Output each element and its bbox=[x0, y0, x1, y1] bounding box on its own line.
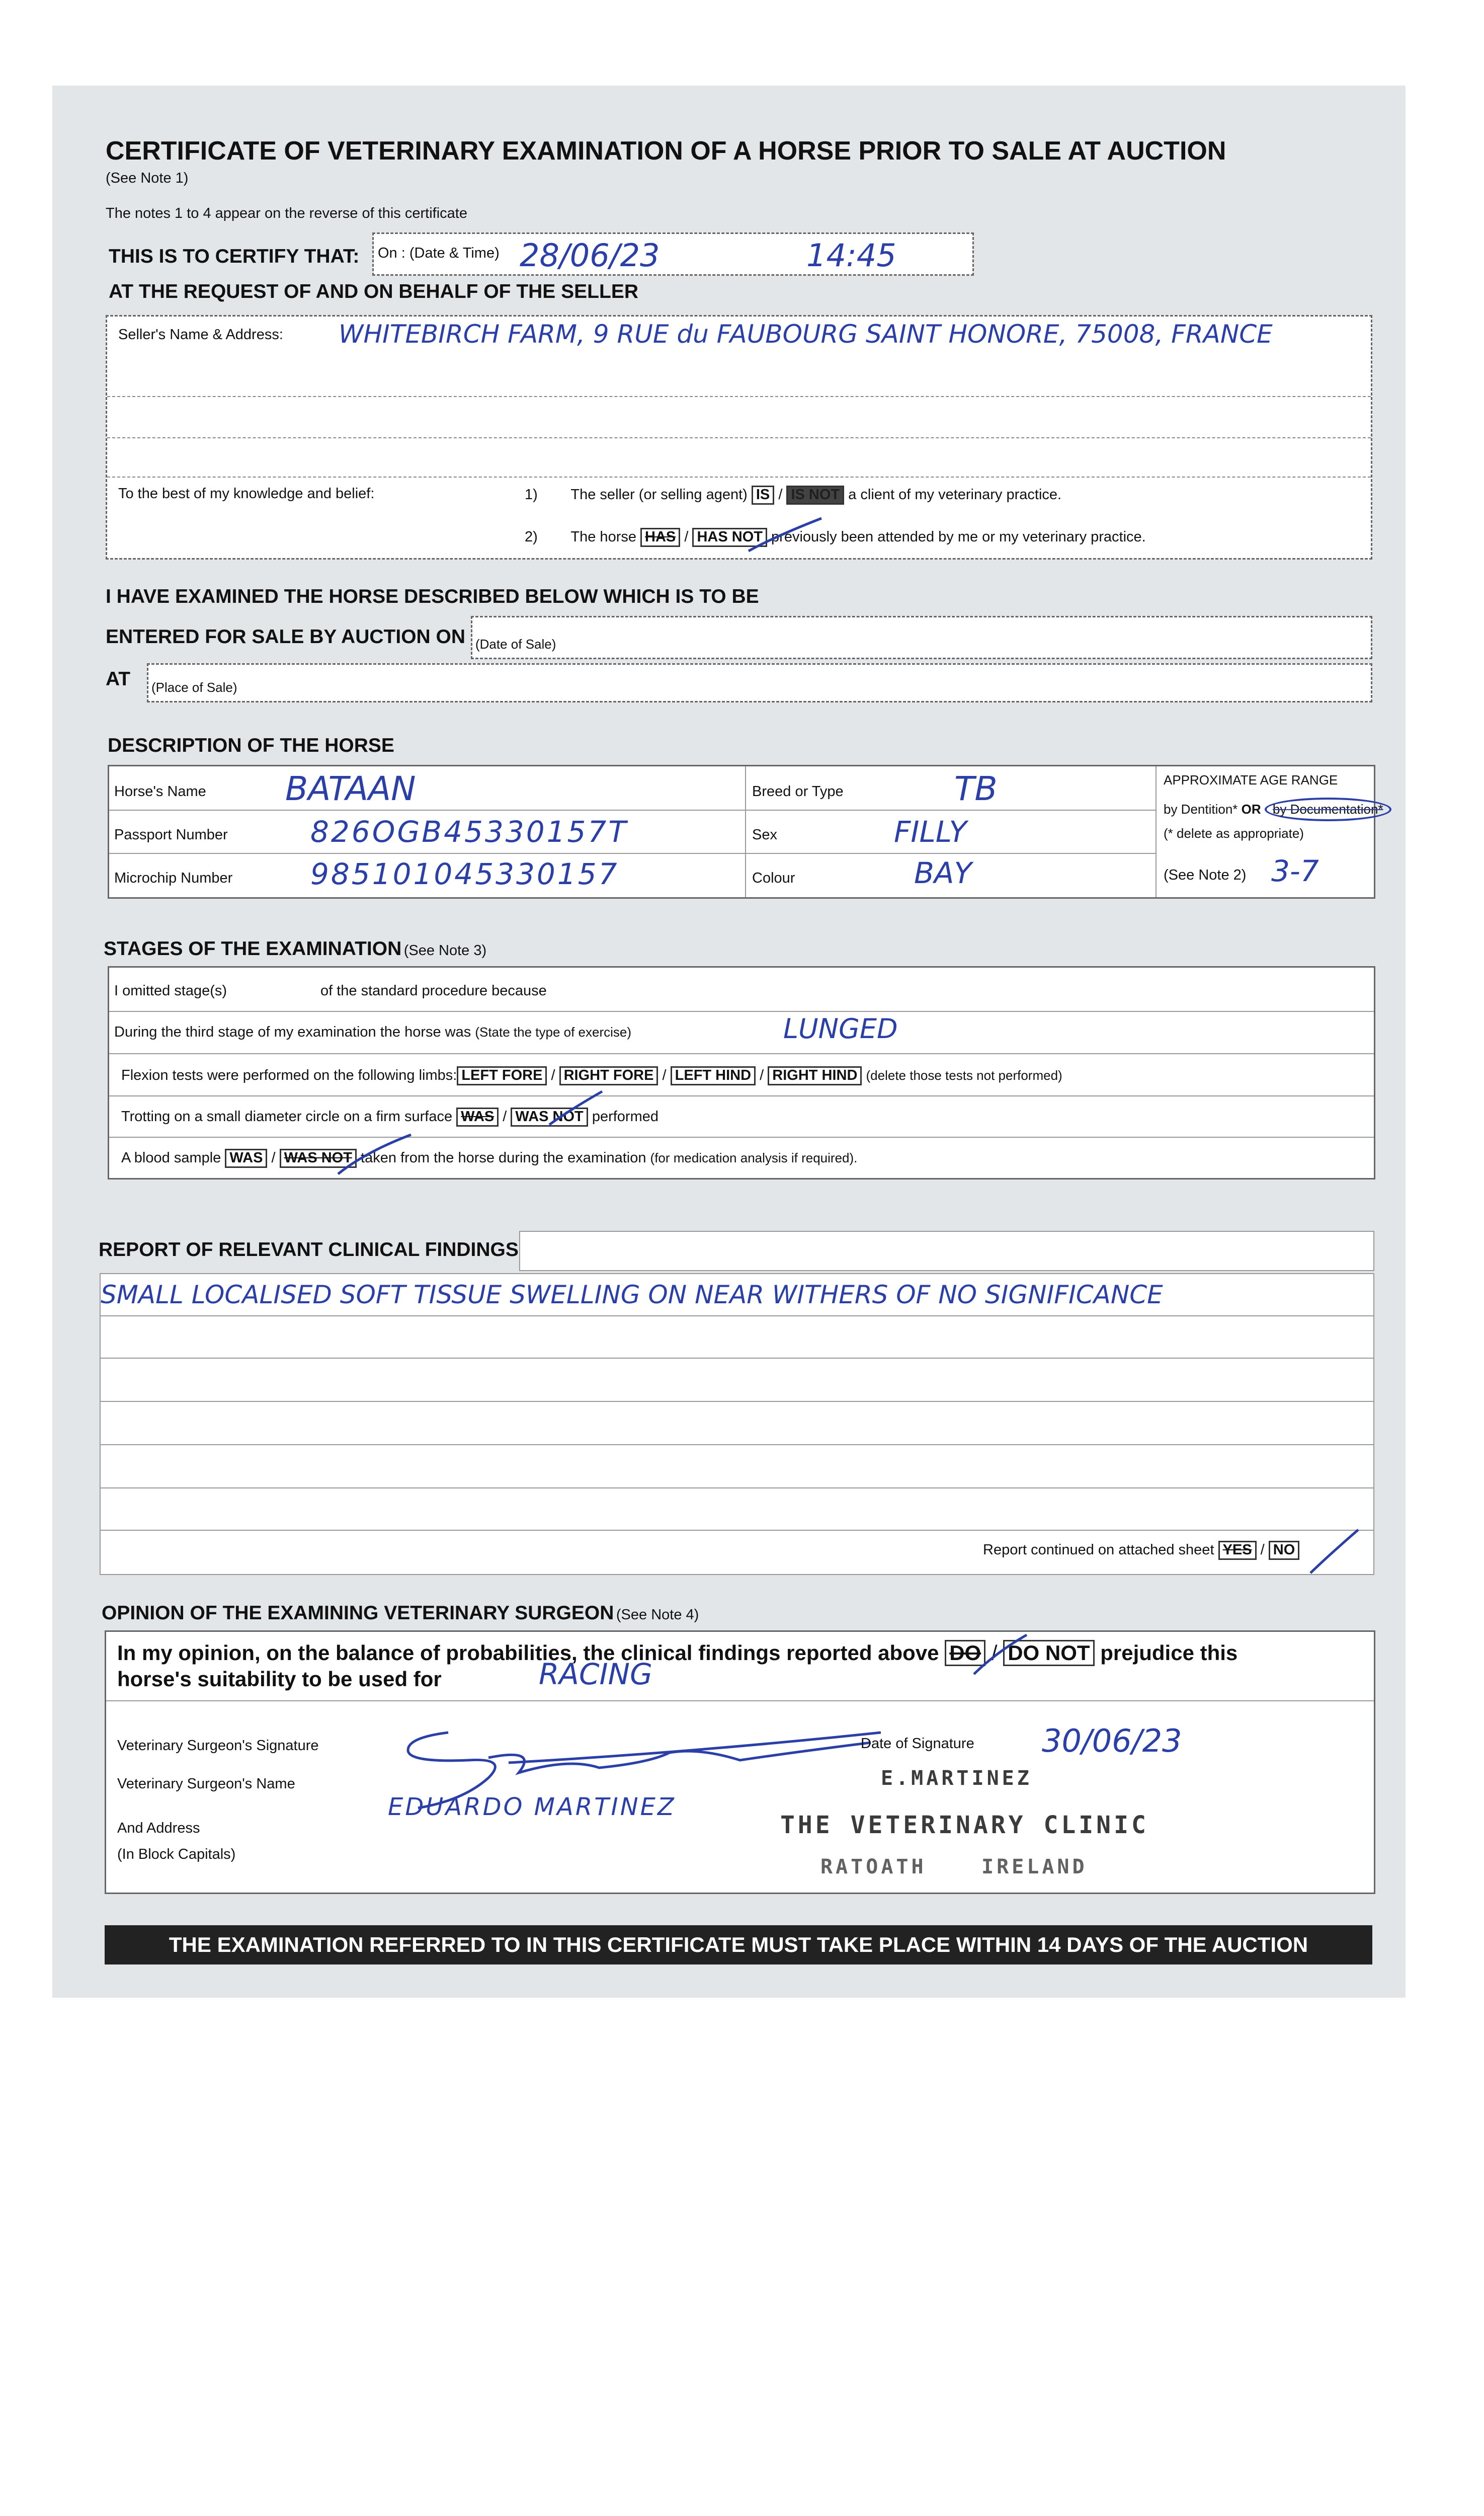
left-hind-option[interactable]: LEFT HIND bbox=[671, 1066, 756, 1085]
statement-number: 1) bbox=[525, 487, 538, 503]
flexion-note: (delete those tests not performed) bbox=[866, 1068, 1062, 1083]
report-continued-line bbox=[983, 1541, 1299, 1560]
statement-rest: previously been attended by me or my veterinary practice. bbox=[771, 529, 1146, 545]
statement-number: 2) bbox=[525, 529, 538, 545]
at-label: AT bbox=[106, 668, 131, 690]
sex-value: FILLY bbox=[894, 815, 967, 849]
or-label: OR bbox=[1241, 802, 1261, 817]
certify-label: THIS IS TO CERTIFY THAT: bbox=[109, 246, 360, 267]
option-separator: / bbox=[991, 1641, 998, 1665]
dentition-option[interactable]: by Dentition* bbox=[1164, 802, 1238, 817]
seller-heading: AT THE REQUEST OF AND ON BEHALF OF THE SELLER bbox=[109, 281, 638, 302]
seller-name-label: Seller's Name & Address: bbox=[118, 327, 283, 343]
blackout-mark bbox=[788, 487, 843, 503]
stamp-country: IRELAND bbox=[981, 1855, 1088, 1878]
option-separator: / bbox=[551, 1067, 555, 1083]
exercise-type-value: LUNGED bbox=[783, 1013, 898, 1045]
documentation-option[interactable]: by Documentation* bbox=[1265, 798, 1391, 821]
horse-attended-statement bbox=[525, 528, 1146, 547]
stamp-name: E.MARTINEZ bbox=[881, 1767, 1032, 1790]
third-stage-line bbox=[114, 1024, 631, 1041]
option-separator: / bbox=[1260, 1542, 1265, 1558]
seller-client-statement bbox=[525, 486, 1061, 505]
do-strike-mark bbox=[971, 1632, 1032, 1677]
notes-line: The notes 1 to 4 appear on the reverse of this certificate bbox=[106, 205, 467, 221]
description-heading: DESCRIPTION OF THE HORSE bbox=[108, 735, 394, 756]
sale-place-label: (Place of Sale) bbox=[151, 680, 237, 695]
blood-sample-line bbox=[121, 1149, 857, 1168]
is-option[interactable]: IS bbox=[752, 486, 774, 505]
blood-was-not-option[interactable]: WAS NOT bbox=[280, 1149, 357, 1168]
opinion-heading-note: (See Note 4) bbox=[616, 1607, 699, 1623]
flexion-label: Flexion tests were performed on the following limbs: bbox=[121, 1067, 457, 1083]
statement-rest: a client of my veterinary practice. bbox=[848, 487, 1062, 503]
opinion-text-b: prejudice this bbox=[1100, 1641, 1238, 1665]
option-separator: / bbox=[760, 1067, 764, 1083]
stages-heading: STAGES OF THE EXAMINATION bbox=[104, 938, 402, 960]
option-separator: / bbox=[503, 1109, 507, 1125]
has-option[interactable] bbox=[640, 528, 680, 547]
examined-line2: ENTERED FOR SALE BY AUCTION ON bbox=[106, 626, 466, 648]
breed-label: Breed or Type bbox=[752, 783, 844, 800]
opinion-heading-line bbox=[102, 1602, 699, 1624]
stages-table bbox=[108, 966, 1375, 1180]
microchip-label: Microchip Number bbox=[114, 870, 233, 886]
continued-label: Report continued on attached sheet bbox=[983, 1542, 1214, 1558]
blood-label: A blood sample bbox=[121, 1150, 221, 1166]
option-separator: / bbox=[271, 1150, 276, 1166]
passport-label: Passport Number bbox=[114, 827, 228, 843]
sale-date-field[interactable] bbox=[471, 616, 1372, 659]
third-stage-note: (State the type of exercise) bbox=[475, 1025, 632, 1040]
option-separator: / bbox=[662, 1067, 667, 1083]
opinion-text-a: In my opinion, on the balance of probabilities, the clinical findings reported above bbox=[117, 1641, 939, 1665]
right-fore-option[interactable]: RIGHT FORE bbox=[559, 1066, 658, 1085]
blood-rest: taken from the horse during the examination bbox=[361, 1150, 646, 1166]
stages-heading-note: (See Note 3) bbox=[403, 942, 487, 959]
age-delete-note: (* delete as appropriate) bbox=[1164, 826, 1304, 841]
breed-value: TB bbox=[954, 769, 998, 808]
examined-line1: I HAVE EXAMINED THE HORSE DESCRIBED BELOW WHICH IS TO BE bbox=[106, 586, 759, 607]
vet-name-label: Veterinary Surgeon's Name bbox=[117, 1776, 295, 1792]
vet-name-value: EDUARDO MARTINEZ bbox=[388, 1793, 676, 1821]
continued-yes-option[interactable]: YES bbox=[1218, 1541, 1257, 1560]
left-fore-option[interactable]: LEFT FORE bbox=[457, 1066, 547, 1085]
has-label: HAS bbox=[645, 529, 676, 545]
footer-banner: THE EXAMINATION REFERRED TO IN THIS CERTIFICATE MUST TAKE PLACE WITHIN 14 DAYS OF THE AUCTION bbox=[105, 1925, 1372, 1964]
blood-was-option[interactable]: WAS bbox=[225, 1149, 267, 1168]
block-capitals-label: (In Block Capitals) bbox=[117, 1846, 236, 1862]
stamp-clinic: THE VETERINARY CLINIC bbox=[780, 1811, 1149, 1839]
horse-name-value: BATAAN bbox=[285, 769, 416, 808]
age-see-note: (See Note 2) bbox=[1164, 867, 1247, 883]
age-heading: APPROXIMATE AGE RANGE bbox=[1164, 772, 1338, 788]
flexion-line bbox=[121, 1066, 1062, 1085]
opinion-box bbox=[105, 1630, 1375, 1894]
stamp-town: RATOATH bbox=[820, 1855, 927, 1878]
do-option[interactable]: DO bbox=[945, 1640, 985, 1666]
opinion-heading: OPINION OF THE EXAMINING VETERINARY SURGEON bbox=[102, 1602, 614, 1624]
is-not-option[interactable] bbox=[786, 486, 844, 505]
stages-heading-line bbox=[104, 938, 486, 960]
has-not-option[interactable]: HAS NOT bbox=[692, 528, 767, 547]
trot-strike-mark bbox=[547, 1088, 607, 1129]
seller-name-value: WHITEBIRCH FARM, 9 RUE du FAUBOURG SAINT HONORE, 75008, FRANCE bbox=[339, 320, 1273, 349]
passport-value: 826OGB45330157T bbox=[310, 815, 628, 849]
sale-place-field[interactable] bbox=[147, 663, 1372, 702]
sex-label: Sex bbox=[752, 827, 777, 843]
knowledge-label: To the best of my knowledge and belief: bbox=[118, 486, 375, 502]
trotting-rest: performed bbox=[592, 1109, 658, 1125]
option-separator: / bbox=[684, 529, 689, 545]
option-separator: / bbox=[778, 487, 783, 503]
trot-was-option[interactable]: WAS bbox=[456, 1108, 499, 1127]
report-heading-box bbox=[519, 1231, 1374, 1271]
report-lines bbox=[100, 1273, 1374, 1575]
trotting-label: Trotting on a small diameter circle on a firm surface bbox=[121, 1109, 453, 1125]
trot-was-not-option[interactable]: WAS NOT bbox=[511, 1108, 588, 1127]
colour-value: BAY bbox=[914, 856, 972, 890]
suitability-use-value: RACING bbox=[539, 1657, 652, 1691]
age-value: 3-7 bbox=[1271, 854, 1319, 888]
statement-text: The seller (or selling agent) bbox=[570, 487, 748, 503]
sale-date-label: (Date of Sale) bbox=[475, 637, 556, 652]
horse-name-label: Horse's Name bbox=[114, 783, 206, 800]
description-table bbox=[108, 765, 1383, 899]
yes-strike-mark bbox=[1308, 1526, 1363, 1576]
continued-no-option[interactable]: NO bbox=[1269, 1541, 1300, 1560]
exam-time-value: 14:45 bbox=[806, 237, 896, 274]
do-not-option[interactable]: DO NOT bbox=[1003, 1640, 1094, 1666]
certificate-title: CERTIFICATE OF VETERINARY EXAMINATION OF A HORSE PRIOR TO SALE AT AUCTION bbox=[106, 136, 1226, 166]
omitted-stages-reason-label: of the standard procedure because bbox=[320, 983, 547, 999]
strike-mark bbox=[746, 516, 827, 556]
signature-label: Veterinary Surgeon's Signature bbox=[117, 1738, 319, 1754]
opinion-text-line bbox=[117, 1640, 1238, 1666]
statement-text: The horse bbox=[570, 529, 636, 545]
right-hind-option[interactable]: RIGHT HIND bbox=[768, 1066, 862, 1085]
age-method-line bbox=[1164, 798, 1391, 821]
signature-date-label: Date of Signature bbox=[861, 1736, 974, 1752]
seller-box bbox=[106, 315, 1372, 560]
opinion-text-c: horse's suitability to be used for bbox=[117, 1667, 442, 1691]
third-stage-label: During the third stage of my examination the horse was bbox=[114, 1024, 471, 1040]
colour-label: Colour bbox=[752, 870, 795, 886]
address-label: And Address bbox=[117, 1820, 200, 1836]
date-time-field[interactable] bbox=[372, 232, 974, 276]
omitted-stages-label: I omitted stage(s) bbox=[114, 983, 227, 999]
clinical-finding: SMALL LOCALISED SOFT TISSUE SWELLING ON NEAR WITHERS OF NO SIGNIFICANCE bbox=[101, 1280, 1163, 1309]
blood-strike-mark bbox=[336, 1132, 416, 1177]
signature-date-value: 30/06/23 bbox=[1042, 1722, 1182, 1759]
report-heading: REPORT OF RELEVANT CLINICAL FINDINGS bbox=[99, 1239, 519, 1261]
title-see-note: (See Note 1) bbox=[106, 170, 189, 186]
exam-date-value: 28/06/23 bbox=[520, 237, 660, 274]
date-time-label: On : (Date & Time) bbox=[378, 245, 500, 261]
certificate-sheet bbox=[52, 86, 1406, 1998]
microchip-value: 985101045330157 bbox=[310, 857, 619, 891]
blood-note: (for medication analysis if required). bbox=[650, 1150, 858, 1165]
